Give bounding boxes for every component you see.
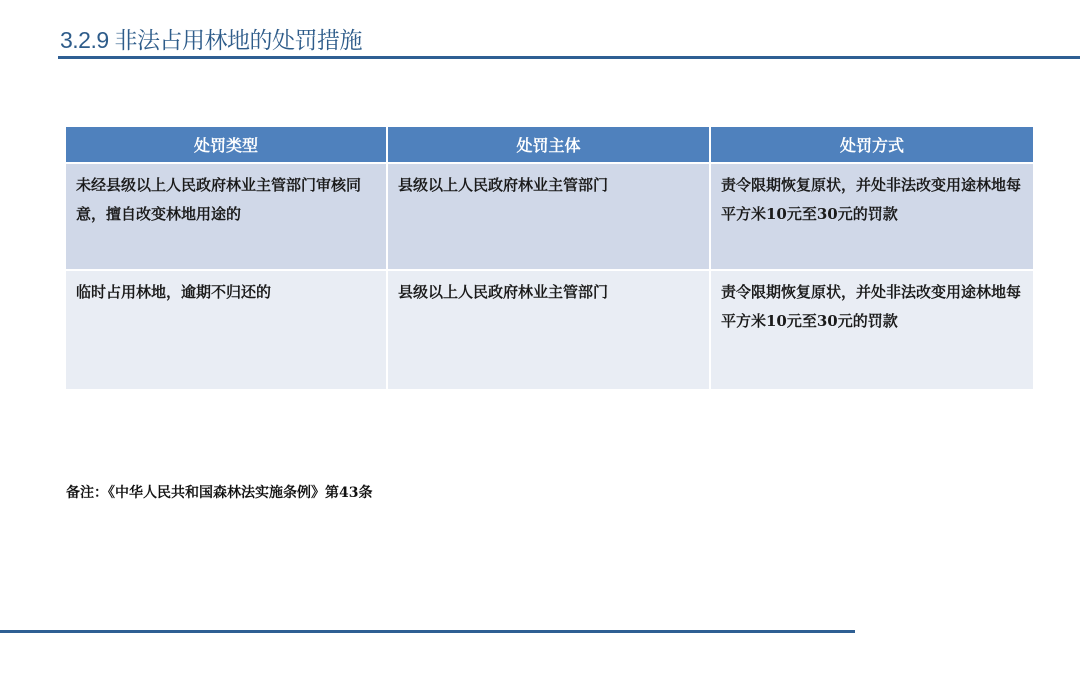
header-penalty-method: 处罚方式 [710,127,1033,163]
title-divider [58,56,1080,59]
cell-penalty-type: 未经县级以上人民政府林业主管部门审核同意，擅自改变林地用途的 [66,163,387,270]
header-penalty-type: 处罚类型 [66,127,387,163]
footnote: 备注：《中华人民共和国森林法实施条例》第43条 [66,485,373,501]
cell-penalty-authority: 县级以上人民政府林业主管部门 [387,270,710,389]
footer-divider [0,630,855,633]
header-penalty-authority: 处罚主体 [387,127,710,163]
cell-penalty-authority: 县级以上人民政府林业主管部门 [387,163,710,270]
cell-penalty-type: 临时占用林地，逾期不归还的 [66,270,387,389]
table-row [66,270,1033,389]
penalty-table [66,127,1033,389]
table-row [66,163,1033,270]
page-title: 3.2.9 非法占用林地的处罚措施 [60,27,363,53]
table-header-row [66,127,1033,163]
cell-penalty-method: 责令限期恢复原状，并处非法改变用途林地每平方米10元至30元的罚款 [710,163,1033,270]
cell-penalty-method: 责令限期恢复原状，并处非法改变用途林地每平方米10元至30元的罚款 [710,270,1033,389]
